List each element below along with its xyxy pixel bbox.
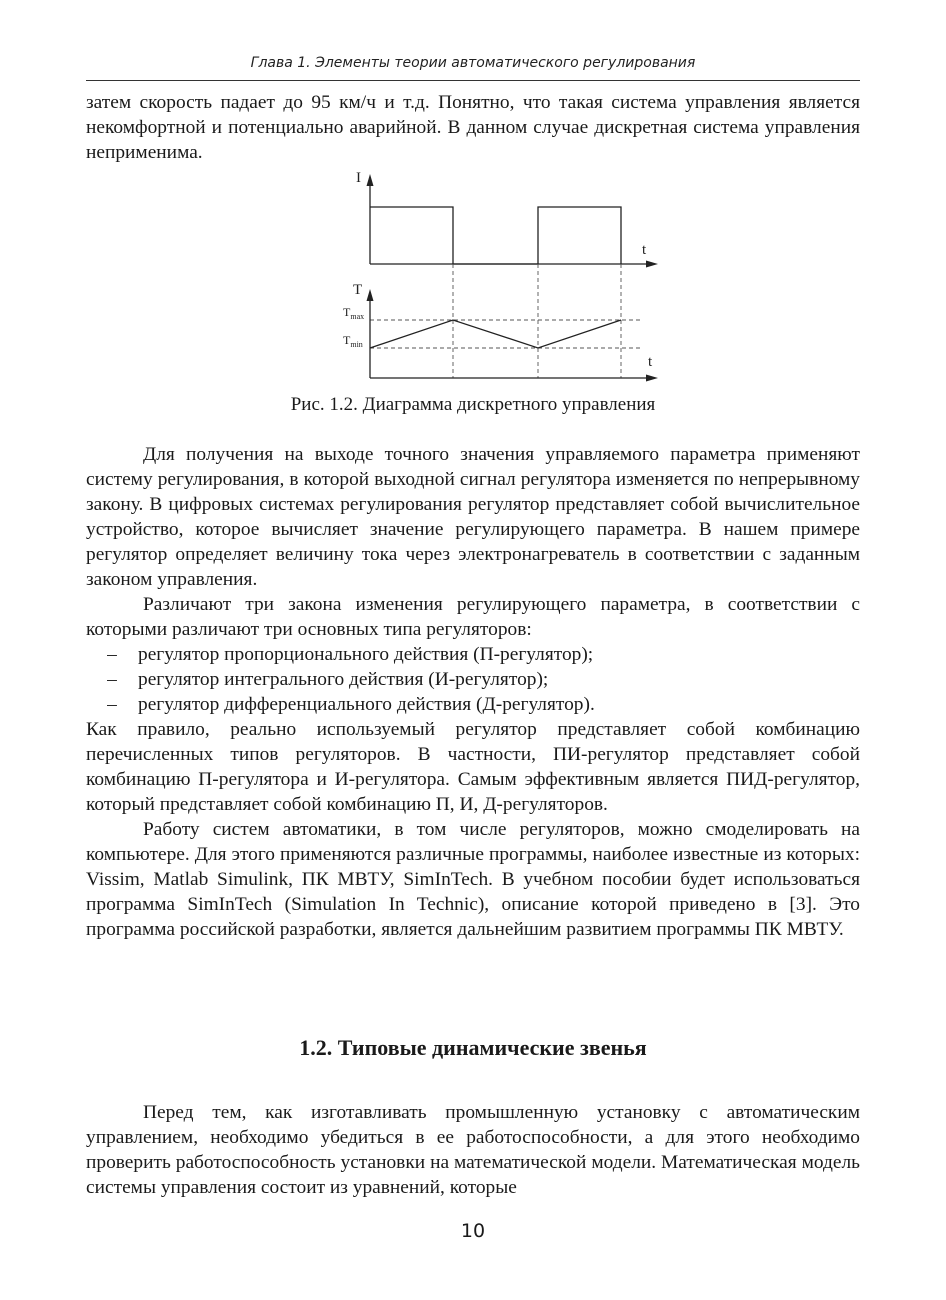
- top-time-label: t: [642, 242, 647, 258]
- bottom-y-arrow: [367, 289, 374, 301]
- page-number: 10: [460, 1220, 486, 1242]
- tmin-label: [343, 333, 363, 349]
- intro-paragraph: [86, 90, 860, 165]
- paragraph-software: Работу систем автоматики, в том числе регуляторов, можно смоделировать на компьютере. Для этого применяются различные программы, наиболее известные из которых: Vissim, Matlab Simulink, ПК МВТУ, SimInTech. В учебном пособии будет использоваться программа SimInTech (Simulation In Technic), описание которой приведено в [3]. Это программа российской разработки, является дальнейшим развитием программы ПК МВТУ.: [86, 819, 860, 940]
- paragraph-regulator-types: Различают три закона изменения регулирующего параметра, в соответствии с которыми различают три основных типа регуляторов:: [86, 594, 860, 640]
- figure-caption: Рис. 1.2. Диаграмма дискретного управления: [290, 394, 656, 415]
- final-paragraph: [86, 1100, 860, 1200]
- body-text: [86, 442, 860, 942]
- tmax-base: T: [343, 305, 351, 319]
- list-item: [86, 642, 860, 667]
- list-dash: –: [107, 669, 117, 690]
- top-x-arrow: [646, 261, 658, 268]
- list-dash: –: [107, 644, 117, 665]
- bottom-x-arrow: [646, 375, 658, 382]
- paragraph-model: Перед тем, как изготавливать промышленную установку с автоматическим управлением, необходимо убедиться в ее работоспособности, а для этого необходимо проверить работоспособность установки на математической модели. Математическая модель системы управления состоит из уравнений, которые: [86, 1102, 860, 1198]
- paragraph-combination: Как правило, реально используемый регулятор представляет собой комбинацию перечисленных типов регуляторов. В частности, ПИ-регулятор представляет собой комбинацию П-регулятора и И-регулятора. Самым эффективным является ПИД-регулятор, который представляет собой комбинацию П, И, Д-регуляторов.: [86, 719, 860, 815]
- tmax-label: [343, 305, 364, 321]
- paragraph-control-law: Для получения на выходе точного значения управляемого параметра применяют систему регулирования, в которой выходной сигнал регулятора изменяется по непрерывному закону. В цифровых системах регулирования регулятор представляет собой вычислительное устройство, которое вычисляет значение регулирующего параметра. В нашем примере регулятор определяет величину тока через электронагреватель в соответствии с заданным законом управления.: [86, 444, 860, 590]
- top-axis-label: I: [356, 170, 361, 186]
- tmin-base: T: [343, 333, 351, 347]
- list-item-text: регулятор интегрального действия (И-регулятор);: [138, 669, 549, 690]
- temperature-series: [370, 320, 621, 348]
- bottom-time-label: t: [648, 354, 653, 370]
- bottom-axis-label: T: [353, 282, 363, 298]
- running-header: Глава 1. Элементы теории автоматического регулирования: [250, 55, 696, 71]
- list-item: [86, 692, 860, 717]
- header-rule: [86, 80, 860, 81]
- list-item-text: регулятор пропорционального действия (П-регулятор);: [138, 644, 594, 665]
- section-title: 1.2. Типовые динамические звенья: [299, 1035, 647, 1060]
- discrete-control-diagram: [330, 165, 670, 390]
- tmax-sub: max: [350, 312, 365, 321]
- list-dash: –: [107, 694, 117, 715]
- list-item-text: регулятор дифференциального действия (Д-регулятор).: [138, 694, 595, 715]
- top-y-arrow: [367, 174, 374, 186]
- current-pulse-series: [370, 207, 621, 264]
- list-item: [86, 667, 860, 692]
- tmin-sub: min: [350, 340, 363, 349]
- intro-text: затем скорость падает до 95 км/ч и т.д. Понятно, что такая система управления является некомфортной и потенциально аварийной. В данном случае дискретная система управления неприменима.: [86, 92, 860, 163]
